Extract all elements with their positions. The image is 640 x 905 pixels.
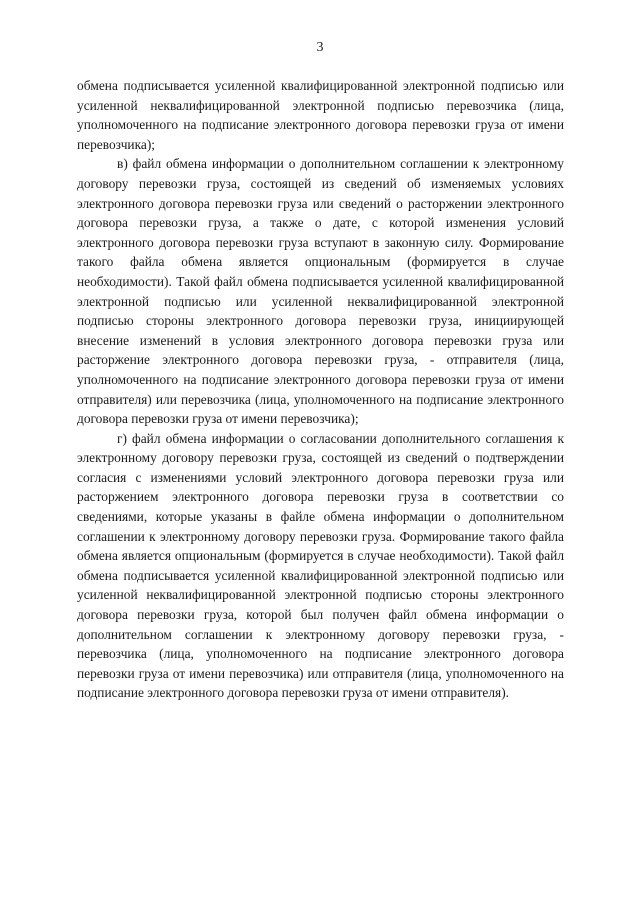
paragraph-item-v: в) файл обмена информации о дополнительном соглашении к электронному договору перевозки груза, состоящей из сведений об изменяемых условиях электронного договора перевозки груза или сведений о расторжении электронного договора перевозки груза, а также о дате, с которой изменения условий электронного договора перевозки груза вступают в законную силу. Формирование такого файла обмена является опциональным (формируется в случае необходимости). Такой файл обмена подписывается усиленной квалифицированной электронной подписью или усиленной неквалифицированной электронной подписью стороны электронного договора перевозки груза, инициирующей внесение изменений в условия электронного договора перевозки груза или расторжение электронного договора перевозки груза, - отправителя (лица, уполномоченного на подписание электронного договора перевозки груза от имени отправителя) или перевозчика (лица, уполномоченного на подписание электронного договора перевозки груза от имени перевозчика); [77, 156, 564, 427]
paragraph-continuation: обмена подписывается усиленной квалифицированной электронной подписью или усиленной неквалифицированной электронной подписью перевозчика (лица, уполномоченного на подписание электронного договора перевозки груза от имени перевозчика); [77, 78, 564, 152]
page-number: 3 [316, 40, 324, 55]
paragraph-item-g: г) файл обмена информации о согласовании дополнительного соглашения к электронному договору перевозки груза, состоящей из сведений о подтверждении согласия с изменениями условий электронного договора перевозки груза или расторжением электронного договора перевозки груза в соответствии со сведениями, которые указаны в файле обмена информации о дополнительном соглашении к электронному договору перевозки груза. Формирование такого файла обмена является опциональным (формируется в случае необходимости). Такой файл обмена подписывается усиленной квалифицированной электронной подписью или усиленной неквалифицированной электронной подписью стороны электронного договора перевозки груза, которой был получен файл обмена информации о дополнительном соглашении к электронному договору перевозки груза, - перевозчика (лица, уполномоченного на подписание электронного договора перевозки груза от имени перевозчика) или отправителя (лица, уполномоченного на подписание электронного договора перевозки груза от имени отправителя). [77, 430, 564, 701]
document-body [77, 76, 564, 703]
